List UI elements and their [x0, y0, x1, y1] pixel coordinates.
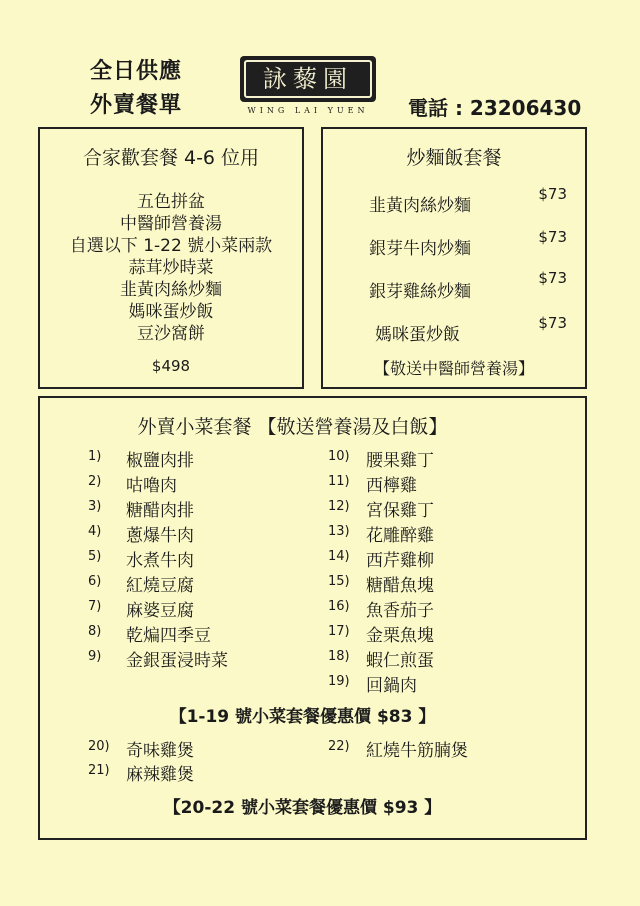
noodle-set-item-name: 韭黃肉絲炒麵	[369, 196, 471, 216]
dish-name: 糖醋肉排	[126, 501, 194, 521]
dish-number: 13)	[328, 524, 350, 539]
family-set-item: 蒜茸炒時菜	[128, 258, 214, 278]
noodle-set-row	[323, 314, 585, 348]
noodle-set-item-price: $73	[538, 185, 567, 203]
header-line-1: 全日供應	[90, 59, 183, 84]
dish-name: 金栗魚塊	[366, 626, 434, 646]
set-price-banner-20-22: 【20-22 號小菜套餐優惠價 $93 】	[163, 798, 442, 818]
dish-number: 7)	[88, 599, 102, 614]
noodle-set-item-price: $73	[538, 228, 567, 246]
noodle-set-item-name: 銀芽牛肉炒麵	[369, 239, 471, 259]
dish-number: 4)	[88, 524, 102, 539]
dish-name: 西檸雞	[366, 476, 417, 496]
dish-name: 紅燒豆腐	[126, 576, 194, 596]
dish-number: 14)	[328, 549, 350, 564]
family-set-item: 韭黃肉絲炒麵	[120, 280, 222, 300]
dish-name: 金銀蛋浸時菜	[126, 651, 228, 671]
small-dish-set-title: 外賣小菜套餐 【敬送營養湯及白飯】	[137, 416, 448, 438]
dish-name: 花雕醉雞	[366, 526, 434, 546]
header-line-2: 外賣餐單	[90, 93, 183, 118]
dish-number: 22)	[328, 739, 350, 754]
dish-number: 15)	[328, 574, 350, 589]
dish-name: 糖醋魚塊	[366, 576, 434, 596]
dish-name: 宮保雞丁	[366, 501, 434, 521]
family-set-price: $498	[151, 357, 191, 375]
dish-name: 咕嚕肉	[126, 476, 177, 496]
dish-name: 西芹雞柳	[366, 551, 434, 571]
family-set-box	[38, 127, 304, 389]
dish-number: 5)	[88, 549, 102, 564]
set-price-banner-1-19: 【1-19 號小菜套餐優惠價 $83 】	[169, 707, 436, 727]
dish-number: 10)	[328, 449, 350, 464]
family-set-item: 媽咪蛋炒飯	[128, 302, 214, 322]
dish-name: 腰果雞丁	[366, 451, 434, 471]
dish-name: 回鍋肉	[366, 676, 417, 696]
noodle-set-title: 炒麵飯套餐	[406, 147, 502, 169]
dish-name: 紅燒牛筋腩煲	[366, 741, 468, 761]
dish-number: 11)	[328, 474, 350, 489]
noodle-set-row	[323, 185, 585, 219]
dish-number: 18)	[328, 649, 350, 664]
family-set-item: 豆沙窩餅	[137, 324, 205, 344]
dish-name: 水煮牛肉	[126, 551, 194, 571]
dish-number: 2)	[88, 474, 102, 489]
noodle-set-item-price: $73	[538, 314, 567, 332]
dish-number: 16)	[328, 599, 350, 614]
dish-number: 3)	[88, 499, 102, 514]
logo-text: 詠藜園	[244, 60, 372, 98]
phone-number: 電話 : 23206430	[408, 96, 582, 120]
dish-number: 8)	[88, 624, 102, 639]
dish-number: 1)	[88, 449, 102, 464]
dish-number: 19)	[328, 674, 350, 689]
noodle-set-row	[323, 228, 585, 262]
dish-number: 6)	[88, 574, 102, 589]
family-set-title: 合家歡套餐 4-6 位用	[82, 147, 260, 169]
dish-number: 17)	[328, 624, 350, 639]
logo-subtitle: WING LAI YUEN	[247, 106, 369, 115]
dish-number: 9)	[88, 649, 102, 664]
noodle-set-item-name: 媽咪蛋炒飯	[375, 325, 460, 345]
family-set-item: 自選以下 1-22 號小菜兩款	[69, 236, 273, 256]
dish-name: 乾煸四季豆	[126, 626, 211, 646]
dish-number: 12)	[328, 499, 350, 514]
noodle-set-row	[323, 269, 585, 305]
noodle-set-item-name: 銀芽雞絲炒麵	[369, 282, 471, 302]
dish-number: 20)	[88, 739, 110, 754]
dish-name: 魚香茄子	[366, 601, 434, 621]
small-dish-set-box	[38, 396, 587, 840]
dish-name: 椒鹽肉排	[126, 451, 194, 471]
family-set-item: 中醫師營養湯	[120, 214, 222, 234]
restaurant-logo	[240, 56, 376, 102]
noodle-set-item-price: $73	[538, 269, 567, 287]
dish-name: 蝦仁煎蛋	[366, 651, 434, 671]
dish-name: 奇味雞煲	[126, 741, 194, 761]
family-set-item: 五色拼盆	[137, 192, 205, 212]
noodle-set-box	[321, 127, 587, 389]
dish-name: 麻辣雞煲	[126, 765, 194, 785]
noodle-set-note: 【敬送中醫師營養湯】	[373, 359, 534, 378]
dish-name: 蔥爆牛肉	[126, 526, 194, 546]
dish-name: 麻婆豆腐	[126, 601, 194, 621]
dish-number: 21)	[88, 763, 110, 778]
